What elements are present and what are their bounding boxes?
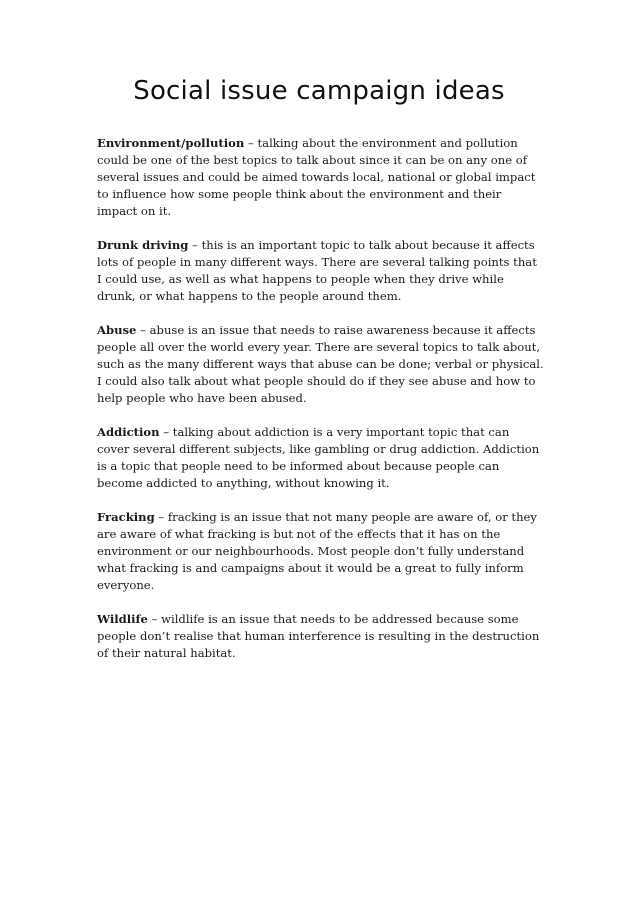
section-text: talking about addiction is a very important topic that can cover several different subjects, like gambling or drug addiction. Addiction is a topic that people need to be informed about because people can become addicted to anything, without knowing it. xyxy=(97,425,540,490)
section-heading: Environment/pollution xyxy=(97,136,245,150)
section-fracking xyxy=(97,509,545,594)
page-title: Social issue campaign ideas xyxy=(133,76,505,106)
section-heading: Abuse xyxy=(97,323,137,337)
section-drunk-driving xyxy=(97,237,545,305)
section-heading: Addiction xyxy=(97,425,160,439)
section-text: fracking is an issue that not many people are aware of, or they are aware of what fracking is but not of the effects that it has on the environment or our neighbourhoods. Most people don’t fully understand what fracking is and campaigns about it would be a great to fully inform everyone. xyxy=(97,510,537,592)
section-heading: Fracking xyxy=(97,510,155,524)
section-separator: – xyxy=(244,136,258,150)
section-environment-pollution xyxy=(97,135,545,220)
section-text: abuse is an issue that needs to raise awareness because it affects people all over the world every year. There are several topics to talk about, such as the many different ways that abuse can be done; verbal or physical. I could also talk about what people should do if they see abuse and how to help people who have been abused. xyxy=(97,323,544,405)
section-separator: – xyxy=(159,425,173,439)
section-separator: – xyxy=(188,238,202,252)
section-heading: Drunk driving xyxy=(97,238,189,252)
section-text: wildlife is an issue that needs to be addressed because some people don’t realise that human interference is resulting in the destruction of their natural habitat. xyxy=(97,612,540,660)
section-heading: Wildlife xyxy=(97,612,148,626)
section-wildlife xyxy=(97,611,545,662)
section-abuse xyxy=(97,322,545,407)
section-addiction xyxy=(97,424,545,492)
document-body xyxy=(97,135,545,679)
section-separator: – xyxy=(147,612,162,626)
section-text: talking about the environment and pollution could be one of the best topics to talk about since it can be on any one of several issues and could be aimed towards local, national or global impact to influence how some people think about the environment and their impact on it. xyxy=(97,136,536,218)
section-text: this is an important topic to talk about because it affects lots of people in many different ways. There are several talking points that I could use, as well as what happens to people when they drive while drunk, or what happens to the people around them. xyxy=(97,238,537,303)
section-separator: – xyxy=(136,323,150,337)
section-separator: – xyxy=(154,510,168,524)
